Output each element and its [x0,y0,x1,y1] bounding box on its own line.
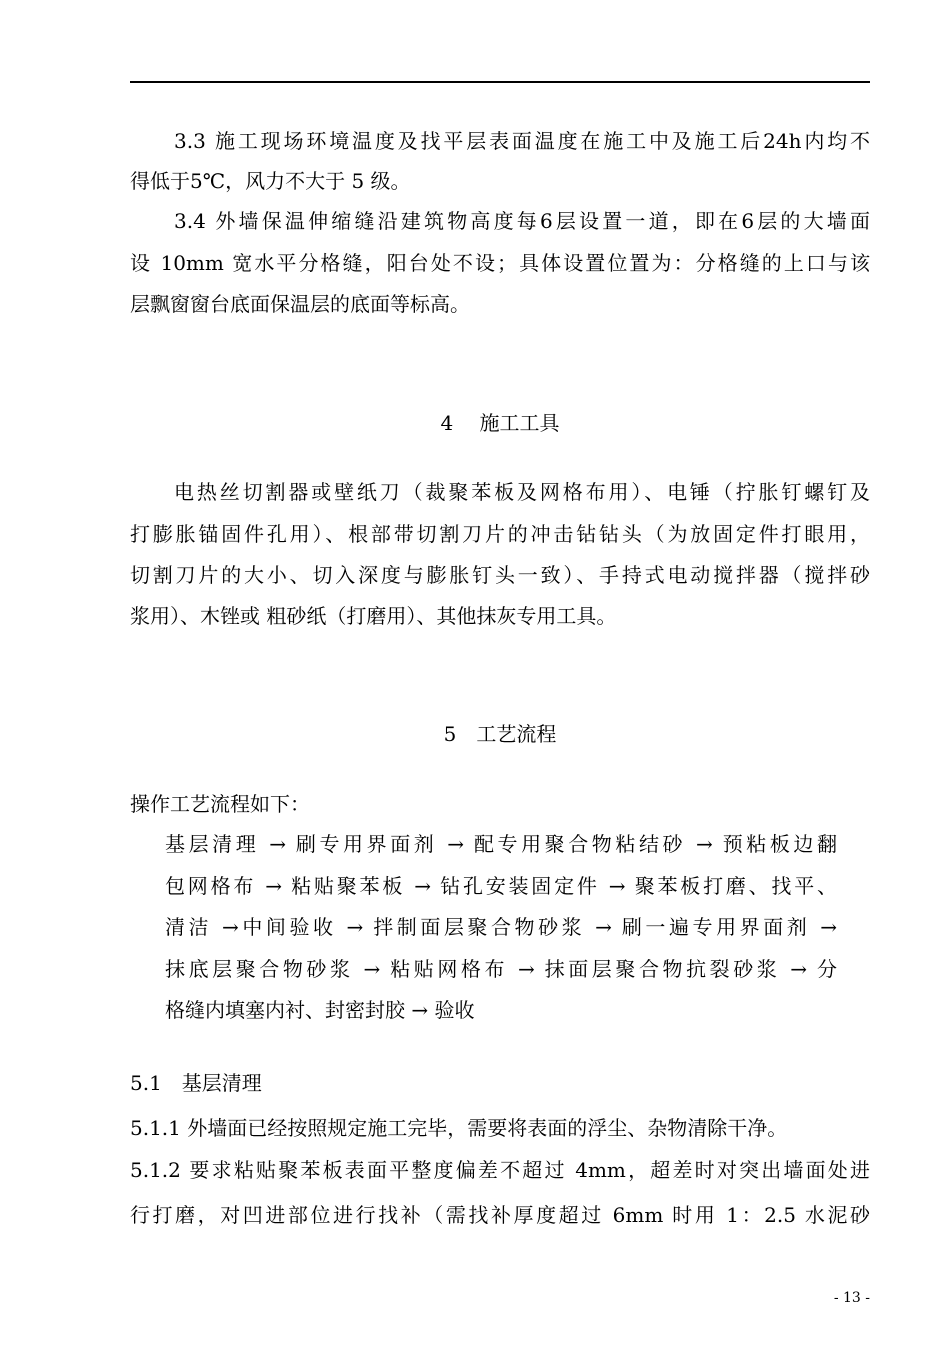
paragraph-3-3-line-1: 3.3 施工现场环境温度及找平层表面温度在施工中及施工后24h内均不 [174,129,870,153]
section-4-heading: 4 施工工具 [440,411,560,435]
flow-line-4: 抹底层聚合物砂浆 → 粘贴网格布 → 抹面层聚合物抗裂砂浆 → 分 [165,957,837,981]
page-number: - 13 - [833,1290,870,1306]
tools-line-3: 切割刀片的大小、切入深度与膨胀钉头一致）、手持式电动搅拌器（搅拌砂 [130,563,870,587]
flow-line-1: 基层清理 → 刷专用界面剂 → 配专用聚合物粘结砂 → 预粘板边翻 [165,832,837,856]
tools-line-1: 电热丝切割器或壁纸刀（裁聚苯板及网格布用）、电锤（拧胀钉螺钉及 [174,480,870,504]
paragraph-3-4-line-3: 层飘窗窗台底面保温层的底面等标高。 [130,292,470,316]
paragraph-5-1-2-line-1: 5.1.2 要求粘贴聚苯板表面平整度偏差不超过 4mm，超差时对突出墙面处进 [130,1158,870,1182]
flow-line-3: 清洁 →中间验收 → 拌制面层聚合物砂浆 → 刷一遍专用界面剂 → [165,915,837,939]
section-5-heading: 5 工艺流程 [443,722,557,746]
paragraph-3-4-line-1: 3.4 外墙保温伸缩缝沿建筑物高度每6层设置一道，即在6层的大墙面 [174,209,870,233]
paragraph-3-3-line-2: 得低于5℃，风力不大于 5 级。 [130,169,411,193]
flow-line-5: 格缝内填塞内衬、封密封胶 → 验收 [165,998,475,1022]
flow-intro: 操作工艺流程如下： [130,792,310,816]
tools-line-2: 打膨胀锚固件孔用）、根部带切割刀片的冲击钻钻头（为放固定件打眼用， [130,522,870,546]
paragraph-5-1-2-line-2: 行打磨，对凹进部位进行找补（需找补厚度超过 6mm 时用 1：2.5 水泥砂 [130,1203,870,1227]
flow-line-2: 包网格布 → 粘贴聚苯板 → 钻孔安装固定件 → 聚苯板打磨、找平、 [165,874,837,898]
paragraph-3-4-line-2: 设 10mm 宽水平分格缝，阳台处不设；具体设置位置为：分格缝的上口与该 [130,251,870,275]
section-5-1-heading: 5.1 基层清理 [130,1071,262,1095]
paragraph-5-1-1: 5.1.1 外墙面已经按照规定施工完毕，需要将表面的浮尘、杂物清除干净。 [130,1116,788,1140]
header-rule [130,81,870,83]
tools-line-4: 浆用）、木锉或 粗砂纸（打磨用）、其他抹灰专用工具。 [130,604,617,628]
